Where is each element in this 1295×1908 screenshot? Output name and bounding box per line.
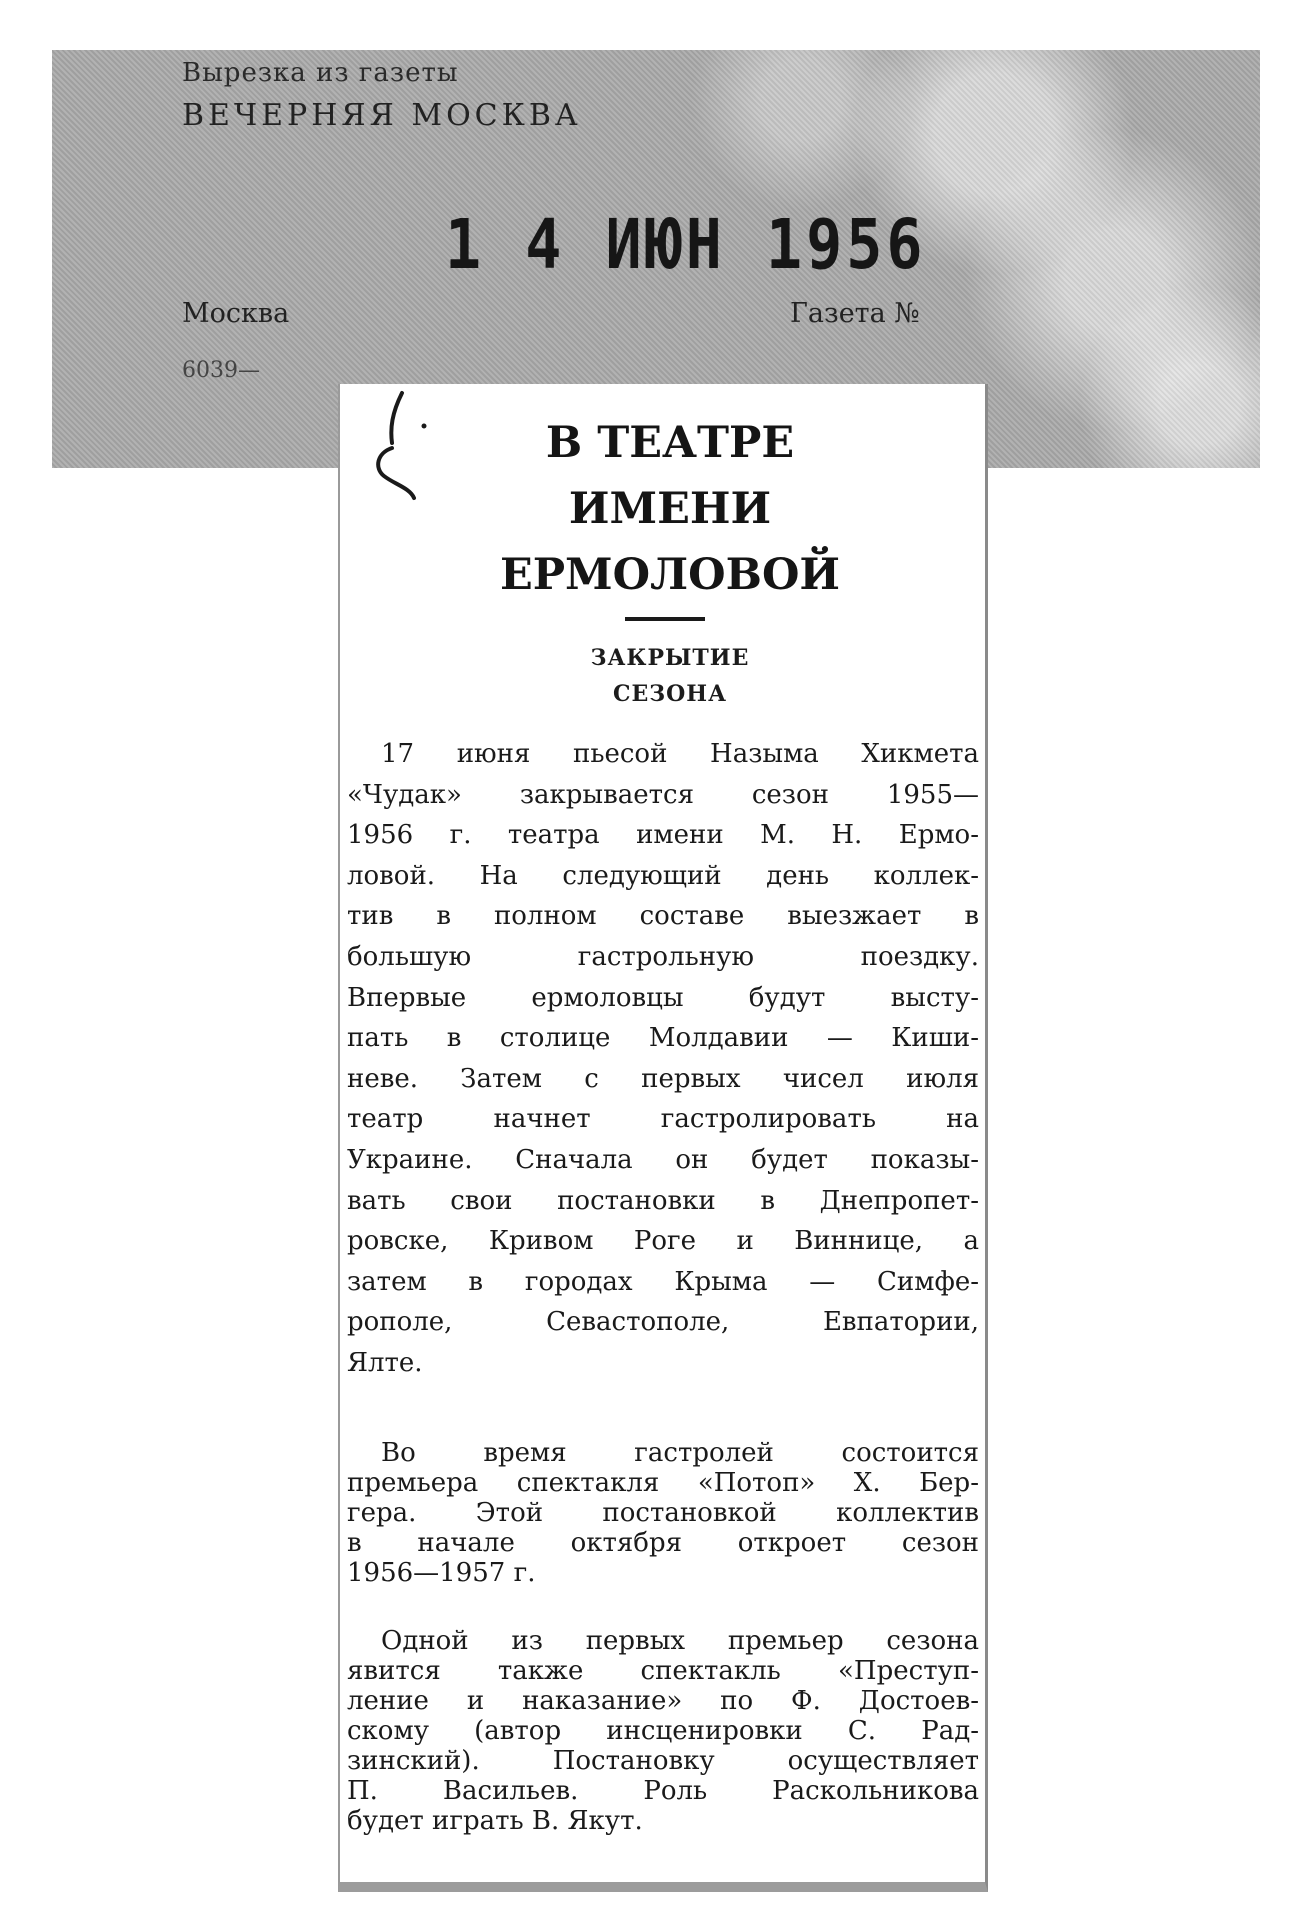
- text-line: скому (автор инсценировки С. Рад-: [347, 1716, 979, 1746]
- text-line: гера. Этой постановкой коллектив: [347, 1498, 979, 1528]
- text-line: ление и наказание» по Ф. Достоев-: [347, 1686, 979, 1716]
- text-line: затем в городах Крыма — Симфе-: [347, 1266, 979, 1297]
- text-line: 1956 г. театра имени М. Н. Ермо-: [347, 820, 979, 851]
- label-gazeta-number: Газета №: [790, 298, 920, 329]
- text-line: Украине. Сначала он будет показы-: [347, 1144, 979, 1175]
- article-paragraph-1: [347, 734, 979, 1384]
- article-paragraph-3: [347, 1626, 979, 1836]
- text-line: 1956—1957 г.: [347, 1558, 536, 1588]
- text-line: премьера спектакля «Потоп» Х. Бер-: [347, 1468, 979, 1498]
- headline-line: В ТЕАТРЕ: [545, 418, 795, 468]
- text-line: зинский). Постановку осуществляет: [347, 1746, 979, 1776]
- label-date-stamp: 1 4 ИЮН 1956: [445, 204, 927, 286]
- article-headline: [460, 410, 880, 608]
- label-newspaper-name: ВЕЧЕРНЯЯ МОСКВА: [182, 98, 582, 133]
- text-line: Ялте.: [347, 1347, 423, 1378]
- text-line: в начале октября откроет сезон: [347, 1528, 979, 1558]
- text-line: Одной из первых премьер сезона: [381, 1626, 979, 1656]
- text-line: театр начнет гастролировать на: [347, 1104, 979, 1135]
- text-line: ловой. На следующий день коллек-: [347, 860, 979, 891]
- headline-line: ИМЕНИ: [568, 484, 772, 534]
- text-line: П. Васильев. Роль Раскольникова: [347, 1776, 979, 1806]
- label-city: Москва: [182, 298, 290, 329]
- headline-line: ЕРМОЛОВОЙ: [499, 550, 841, 600]
- handwritten-pen-mark: [372, 388, 432, 508]
- text-line: рополе, Севастополе, Евпатории,: [347, 1307, 979, 1338]
- subhead-line: ЗАКРЫТИЕ: [590, 645, 750, 671]
- text-line: 17 июня пьесой Назыма Хикмета: [381, 739, 979, 769]
- subhead-line: СЕЗОНА: [612, 681, 727, 707]
- text-line: ровске, Кривом Роге и Виннице, а: [347, 1226, 979, 1257]
- text-line: вать свои постановки в Днепропет-: [347, 1185, 979, 1216]
- text-line: Во время гастролей состоится: [381, 1438, 979, 1468]
- article-paragraph-2: [347, 1438, 979, 1588]
- text-line: будет играть В. Якут.: [347, 1806, 643, 1836]
- label-source-text: Вырезка из газеты: [182, 58, 459, 88]
- label-code: 6039—: [182, 358, 260, 383]
- text-line: неве. Затем с первых чисел июля: [347, 1063, 979, 1094]
- article-subheading: [480, 640, 860, 712]
- text-line: пать в столице Молдавии — Киши-: [347, 1023, 979, 1054]
- headline-divider: [625, 617, 705, 621]
- text-line: «Чудак» закрывается сезон 1955—: [347, 779, 979, 810]
- text-line: большую гастрольную поездку.: [347, 941, 979, 972]
- text-line: явится также спектакль «Преступ-: [347, 1656, 979, 1686]
- text-line: тив в полном составе выезжает в: [347, 901, 979, 932]
- text-line: Впервые ермоловцы будут высту-: [347, 982, 979, 1013]
